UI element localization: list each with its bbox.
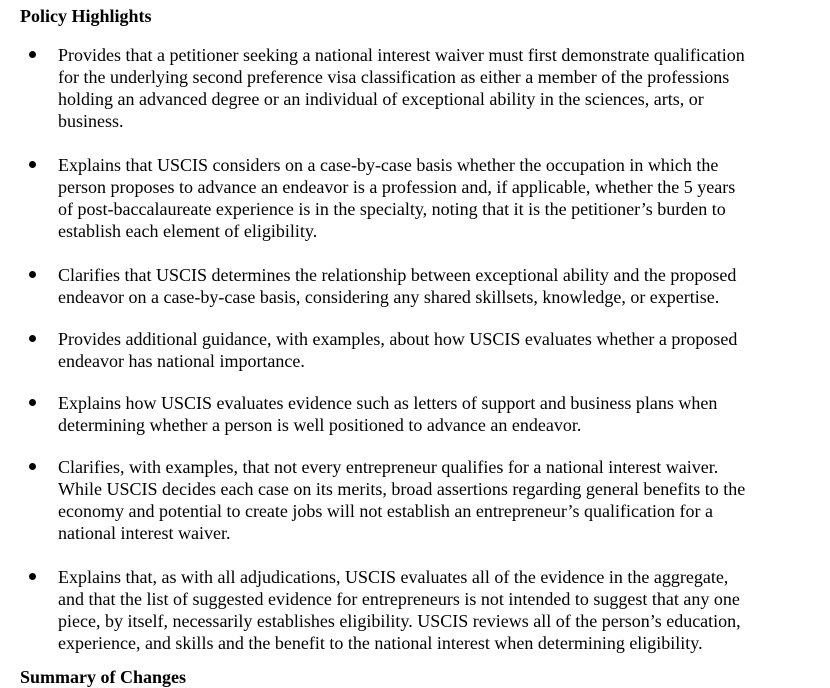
bullet-text-line: holding an advanced degree or an individual of exceptional ability in the sciences, arts, or: [58, 89, 704, 109]
bullet-dot-icon: [29, 161, 36, 168]
bullet-dot-icon: [29, 573, 36, 580]
bullet-dot-icon: [29, 399, 36, 406]
bullet-text-line: for the underlying second preference visa classification as either a member of the professions: [58, 67, 730, 87]
bullet-text: [58, 154, 818, 242]
bullet-text-line: Explains that USCIS considers on a case-by-case basis whether the occupation in which the: [58, 155, 719, 175]
bullet-text-line: endeavor has national importance.: [58, 351, 305, 371]
bullet-text-line: Provides additional guidance, with examples, about how USCIS evaluates whether a proposed: [58, 329, 738, 349]
bullet-text-line: person proposes to advance an endeavor is a profession and, if applicable, whether the 5 years: [58, 177, 736, 197]
bullet-text-line: establish each element of eligibility.: [58, 221, 318, 241]
bullet-text: [58, 392, 818, 436]
bullet-text-line: business.: [58, 111, 124, 131]
bullet-text: [58, 264, 818, 308]
bullet-text: [58, 44, 818, 132]
bullet-text-line: Explains how USCIS evaluates evidence such as letters of support and business plans when: [58, 393, 718, 413]
next-section-heading: Summary of Changes: [20, 667, 187, 687]
bullet-text-line: of post-baccalaureate experience is in the specialty, noting that it is the petitioner’s burden to: [58, 199, 726, 219]
bullet-text-line: Provides that a petitioner seeking a national interest waiver must first demonstrate qualification: [58, 45, 745, 65]
bullet-dot-icon: [29, 271, 36, 278]
bullet-text-line: Explains that, as with all adjudications, USCIS evaluates all of the evidence in the aggregate,: [58, 567, 729, 587]
section-heading: Policy Highlights: [20, 6, 152, 26]
bullet-text-line: While USCIS decides each case on its merits, broad assertions regarding general benefits to the: [58, 479, 746, 499]
bullet-text-line: Clarifies, with examples, that not every entrepreneur qualifies for a national interest waiver.: [58, 457, 719, 477]
bullet-text: [58, 328, 818, 372]
bullet-text-line: and that the list of suggested evidence for entrepreneurs is not intended to suggest that any one: [58, 589, 740, 609]
bullet-text-line: Clarifies that USCIS determines the relationship between exceptional ability and the proposed: [58, 265, 737, 285]
bullet-text-line: determining whether a person is well positioned to advance an endeavor.: [58, 415, 582, 435]
bullet-text-line: economy and potential to create jobs will not establish an entrepreneur’s qualification for a: [58, 501, 713, 521]
bullet-text-line: national interest waiver.: [58, 523, 231, 543]
bullet-dot-icon: [29, 51, 36, 58]
bullet-dot-icon: [29, 335, 36, 342]
bullet-dot-icon: [29, 463, 36, 470]
bullet-text-line: endeavor on a case-by-case basis, considering any shared skillsets, knowledge, or expertise.: [58, 287, 720, 307]
bullet-text-line: piece, by itself, necessarily establishes eligibility. USCIS reviews all of the person’s education,: [58, 611, 741, 631]
bullet-text: [58, 566, 818, 654]
bullet-text-line: experience, and skills and the benefit to the national interest when determining eligibility.: [58, 633, 703, 653]
bullet-text: [58, 456, 818, 544]
